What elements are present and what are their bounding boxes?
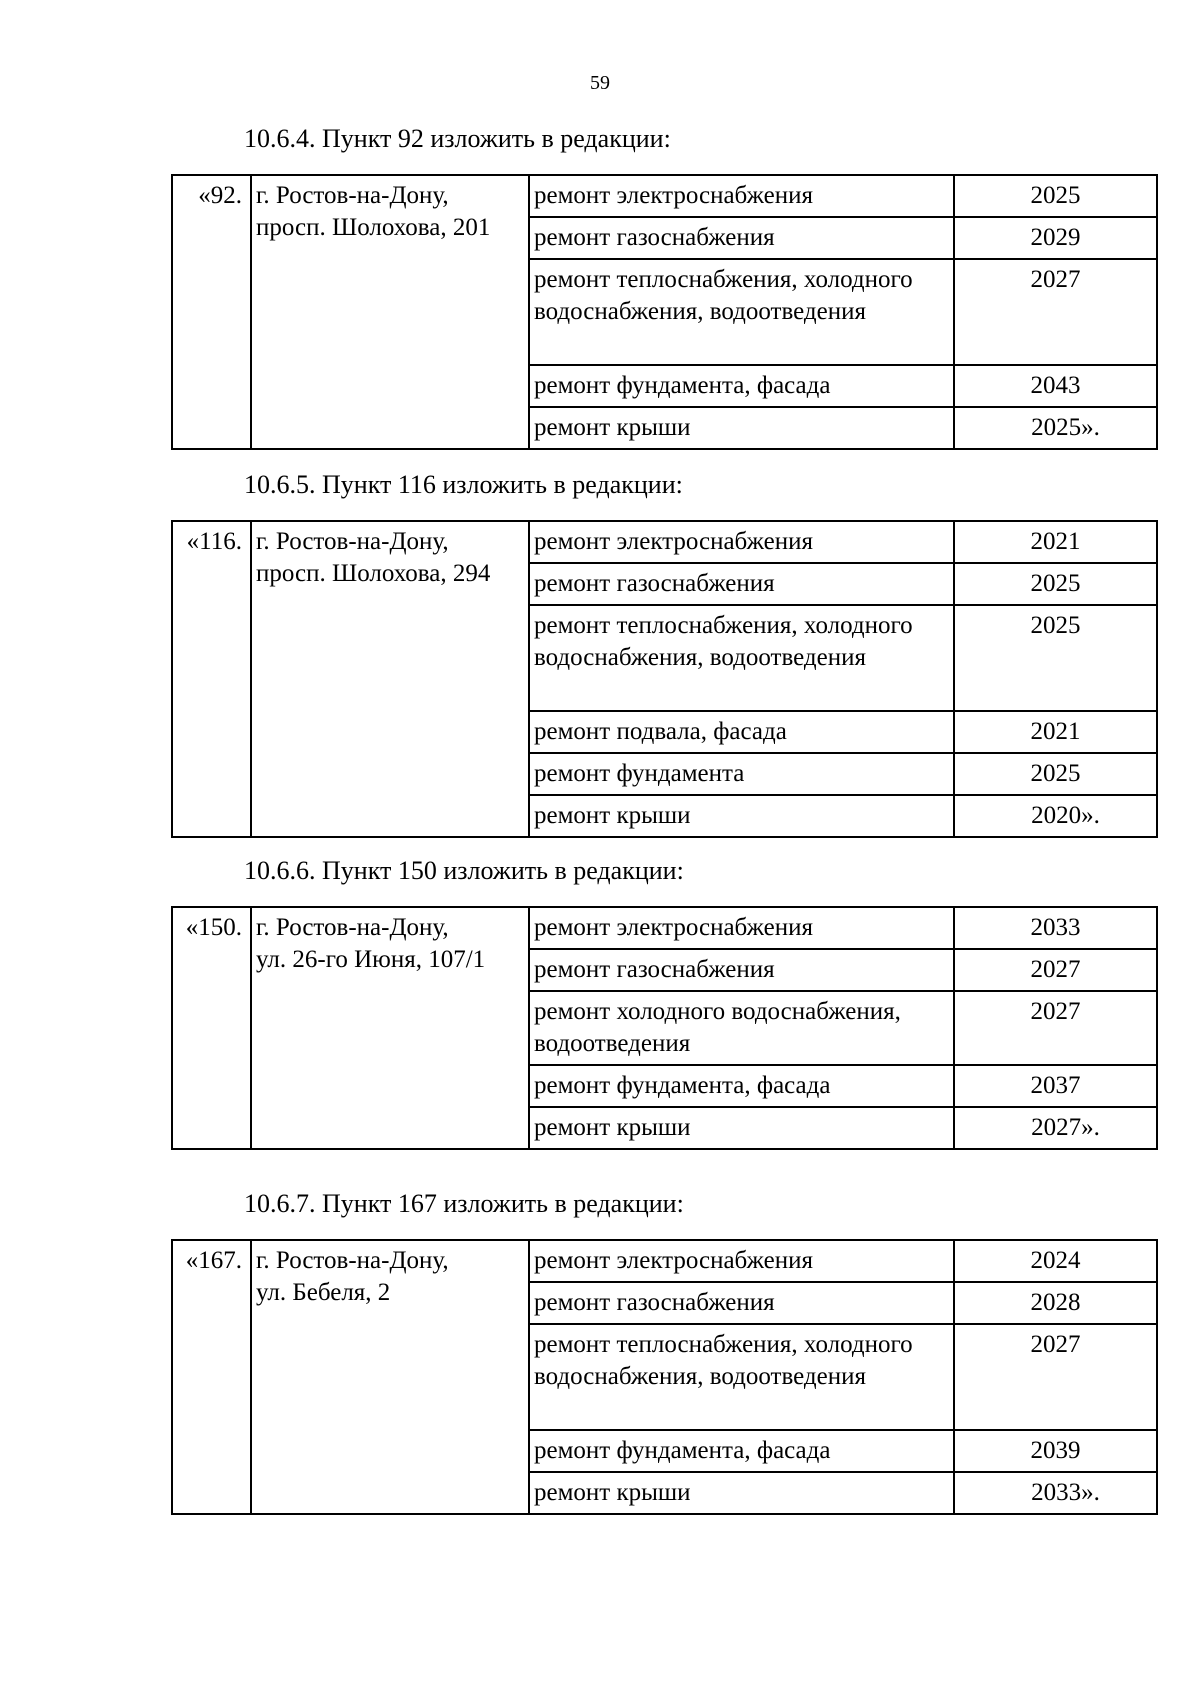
- work-type: ремонт холодного водоснабжения, водоотведения: [529, 991, 954, 1065]
- address-line: г. Ростов-на-Дону,: [256, 1247, 449, 1274]
- entry-table: [171, 520, 1158, 838]
- entry-address: [251, 907, 529, 1149]
- address-line: ул. 26-го Июня, 107/1: [256, 946, 486, 973]
- entry-number: «116.: [172, 521, 251, 837]
- work-year: 2025: [954, 753, 1157, 795]
- work-type: ремонт крыши: [529, 795, 954, 837]
- address-line: г. Ростов-на-Дону,: [256, 182, 449, 209]
- entry-number: «92.: [172, 175, 251, 449]
- work-type: ремонт газоснабжения: [529, 217, 954, 259]
- work-type: ремонт крыши: [529, 1107, 954, 1149]
- work-year: 2027: [954, 259, 1157, 365]
- work-year: 2024: [954, 1240, 1157, 1282]
- work-year-text: 2027».: [1031, 1114, 1100, 1141]
- work-year: [954, 407, 1157, 449]
- work-type: ремонт фундамента: [529, 753, 954, 795]
- entry-table: [171, 174, 1158, 450]
- work-type: ремонт фундамента, фасада: [529, 1430, 954, 1472]
- work-year: [954, 1107, 1157, 1149]
- work-year: 2037: [954, 1065, 1157, 1107]
- section-heading: 10.6.5. Пункт 116 изложить в редакции:: [244, 470, 683, 499]
- work-type: ремонт подвала, фасада: [529, 711, 954, 753]
- work-year: 2033: [954, 907, 1157, 949]
- address-line: просп. Шолохова, 294: [256, 560, 491, 587]
- work-year: 2027: [954, 949, 1157, 991]
- work-type: ремонт фундамента, фасада: [529, 1065, 954, 1107]
- work-year-text: 2020».: [1031, 802, 1100, 829]
- work-year: 2039: [954, 1430, 1157, 1472]
- entry-table: [171, 1239, 1158, 1515]
- work-type: ремонт крыши: [529, 1472, 954, 1514]
- entry-number: «167.: [172, 1240, 251, 1514]
- work-type: ремонт электроснабжения: [529, 1240, 954, 1282]
- address-line: ул. Бебеля, 2: [256, 1279, 391, 1306]
- work-year: 2025: [954, 175, 1157, 217]
- section-heading: 10.6.7. Пункт 167 изложить в редакции:: [244, 1189, 684, 1218]
- work-type: ремонт фундамента, фасада: [529, 365, 954, 407]
- address-line: г. Ростов-на-Дону,: [256, 914, 449, 941]
- work-year: 2028: [954, 1282, 1157, 1324]
- entry-table: [171, 906, 1158, 1150]
- work-type: ремонт крыши: [529, 407, 954, 449]
- work-type: ремонт электроснабжения: [529, 521, 954, 563]
- work-year: 2021: [954, 711, 1157, 753]
- work-type: ремонт газоснабжения: [529, 1282, 954, 1324]
- page-number: 59: [590, 72, 610, 94]
- work-type: ремонт газоснабжения: [529, 563, 954, 605]
- entry-address: [251, 1240, 529, 1514]
- work-year: 2021: [954, 521, 1157, 563]
- work-year: 2029: [954, 217, 1157, 259]
- work-year-text: 2025».: [1031, 414, 1100, 441]
- address-line: просп. Шолохова, 201: [256, 214, 491, 241]
- work-year: 2027: [954, 1324, 1157, 1430]
- work-type: ремонт теплоснабжения, холодного водоснабжения, водоотведения: [529, 259, 954, 365]
- entry-address: [251, 521, 529, 837]
- entry-number: «150.: [172, 907, 251, 1149]
- work-year: [954, 795, 1157, 837]
- work-year: 2043: [954, 365, 1157, 407]
- section-heading: 10.6.4. Пункт 92 изложить в редакции:: [244, 124, 671, 153]
- entry-address: [251, 175, 529, 449]
- work-type: ремонт теплоснабжения, холодного водоснабжения, водоотведения: [529, 605, 954, 711]
- work-type: ремонт электроснабжения: [529, 907, 954, 949]
- work-type: ремонт электроснабжения: [529, 175, 954, 217]
- work-year: 2027: [954, 991, 1157, 1065]
- work-year: 2025: [954, 563, 1157, 605]
- section-heading: 10.6.6. Пункт 150 изложить в редакции:: [244, 856, 684, 885]
- work-type: ремонт газоснабжения: [529, 949, 954, 991]
- work-year-text: 2033».: [1031, 1479, 1100, 1506]
- work-year: [954, 1472, 1157, 1514]
- address-line: г. Ростов-на-Дону,: [256, 528, 449, 555]
- work-type: ремонт теплоснабжения, холодного водоснабжения, водоотведения: [529, 1324, 954, 1430]
- work-year: 2025: [954, 605, 1157, 711]
